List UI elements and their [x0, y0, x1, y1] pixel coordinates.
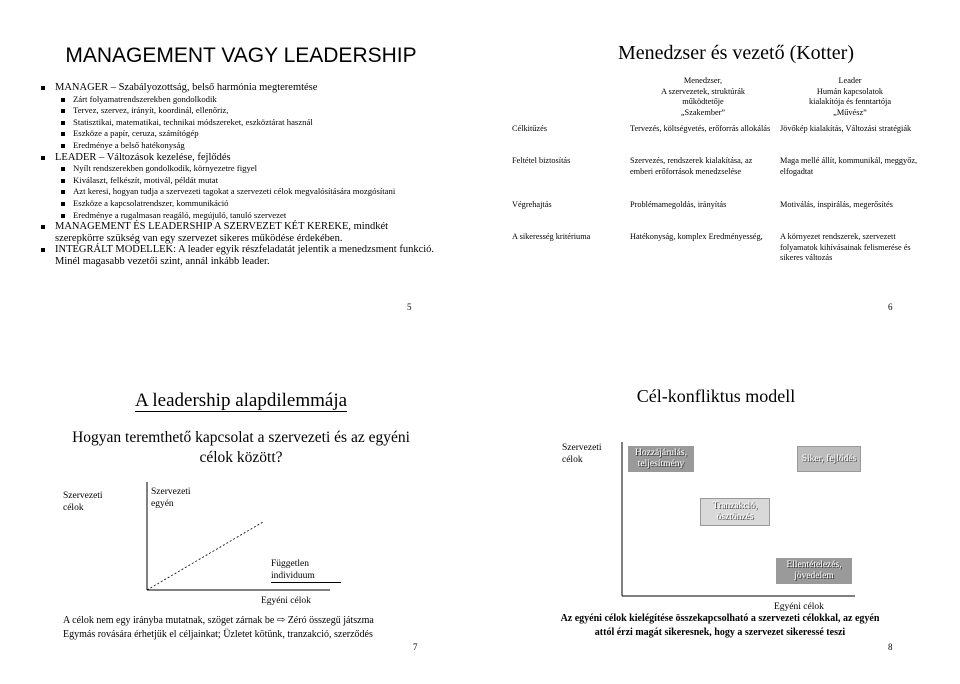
box-tranzakcio: Tranzakció, ösztönzés: [700, 498, 770, 526]
header-line: Humán kapcsolatok: [816, 86, 884, 96]
bullet-list: [35, 82, 435, 268]
header-line: A szervezetek, struktúrák: [660, 86, 746, 96]
page-number: 8: [888, 642, 893, 652]
page-number: 7: [413, 642, 418, 652]
header-manager: [628, 76, 778, 118]
sub-bullet-item: Eszköze a kapcsolatrendszer, kommunikáció: [35, 198, 435, 210]
caption-part: Zéró összegű játszma: [287, 615, 374, 626]
table-row: [510, 118, 922, 156]
cell-manager: Szervezés, rendszerek kialakítása, az emberi erőforrások menedzselése: [630, 156, 753, 176]
page-number: 5: [407, 302, 412, 312]
axis-x-label: Egyéni célok: [774, 602, 824, 612]
axis-y-label: Szervezeti célok: [562, 443, 602, 465]
row-label: Feltétel biztosítás: [512, 156, 571, 165]
slide-leadership-alapdilemmaja: [35, 362, 447, 664]
header-line: Menedzser,: [683, 76, 723, 85]
caption: [63, 614, 423, 642]
axis-x-label: Egyéni célok: [261, 596, 311, 606]
sub-bullet-item: Azt keresi, hogyan tudja a szervezeti tagokat a szervezeti célok megvalósítására mozgósítani: [35, 186, 435, 198]
box-hozzajarulas: Hozzájárulás, teljesítmény: [628, 446, 694, 472]
box-siker: Siker, fejlődés: [797, 446, 861, 472]
bullet-item: LEADER – Változások kezelése, fejlődés: [35, 152, 435, 164]
cell-manager: Tervezés, költségvetés, erőforrás allokálás: [630, 124, 771, 133]
table-row: [510, 232, 922, 264]
sub-bullet-item: Tervez, szervez, irányít, koordinál, ellenőriz,: [35, 105, 435, 117]
sub-bullet-item: Statisztikai, matematikai, technikai módszereket, eszköztárat használ: [35, 117, 435, 129]
bullet-item: INTEGRÁLT MODELLEK: A leader egyik részfeladatát jelentik a menedzsment funkció. Minél magasabb vezetői szint, annál inkább leader.: [35, 244, 435, 267]
slide-title: MANAGEMENT VAGY LEADERSHIP: [65, 44, 417, 67]
slide-management-vagy-leadership: [35, 14, 447, 316]
axis-y-label: Szervezeti célok: [63, 491, 103, 513]
cell-leader: Jövőkép kialakítás, Változási stratégiák: [780, 124, 912, 133]
independent-individual-box: Független individuum: [271, 558, 341, 583]
slide-title: Menedzser és vezető (Kotter): [618, 42, 854, 64]
comparison-table: [510, 76, 922, 264]
sub-bullet-item: Nyílt rendszerekben gondolkodik, környezetre figyel: [35, 163, 435, 175]
header-line: kialakítója és fenntartója: [808, 97, 891, 106]
sub-bullet-item: Eszköze a papír, ceruza, számítógép: [35, 128, 435, 140]
header-line: „Szakember”: [680, 107, 726, 117]
slide-cel-konfliktus-modell: [510, 362, 922, 664]
page-number: 6: [888, 302, 893, 312]
row-label: A sikeresség kritériuma: [512, 232, 591, 241]
sub-bullet-item: Zárt folyamatrendszerekben gondolkodik: [35, 94, 435, 106]
slide-menedzser-es-vezeto: [510, 14, 922, 316]
question-text: Hogyan teremthető kapcsolat a szervezeti és az egyéni célok között?: [72, 429, 410, 466]
bullet-item: MANAGEMENT ÉS LEADERSHIP A SZERVEZET KÉT KEREKE, mindkét szerepkörre szükség van egy szervezet sikeres működése érdekében.: [35, 221, 435, 244]
caption-part: Egymás rovására érhetjük el céljainkat; Üzletet kötünk, tranzakció, szerződés: [63, 629, 373, 640]
cell-leader: A környezet rendszerek, szervezett folyamatok kihívásainak felismerése és sikeres változás: [780, 232, 911, 262]
sub-bullet-item: Eredménye a belső hatékonyság: [35, 140, 435, 152]
table-header-row: [510, 76, 922, 118]
table-row: [510, 200, 922, 232]
org-individual-box: Szervezeti egyén: [151, 487, 191, 509]
box-ellentetelezes: Ellentételezés, jövedelem: [776, 558, 852, 584]
caption-part: A célok nem egy irányba mutatnak, szöget zárnak be: [63, 615, 275, 626]
header-leader: [778, 76, 922, 118]
caption: Az egyéni célok kielégítése összekapcsolható a szervezeti célokkal, az egyén attól érzi magát sikeresnek, hogy a szervezet sikeressé teszi: [560, 613, 880, 638]
row-label: Célkitűzés: [512, 124, 548, 133]
header-line: működtetője: [682, 97, 724, 106]
cell-manager: Hatékonyság, komplex Eredményesség,: [630, 232, 763, 241]
header-line: Leader: [838, 76, 862, 85]
sub-bullet-item: Kiválaszt, felkészít, motivál, példát mutat: [35, 175, 435, 187]
table-row: [510, 156, 922, 200]
slide-title: Cél-konfliktus modell: [636, 386, 796, 406]
title-text: A leadership alapdilemmája: [134, 390, 348, 411]
bullet-item: MANAGER – Szabályozottság, belső harmónia megteremtése: [35, 82, 435, 94]
cell-leader: Motiválás, inspirálás, megerősítés: [780, 200, 893, 209]
cell-manager: Problémamegoldás, irányítás: [630, 200, 727, 209]
arrow-right-icon: ⇨: [276, 615, 286, 626]
cell-leader: Maga mellé állít, kommunikál, meggyőz, elfogadtat: [780, 156, 918, 176]
row-label: Végrehajtás: [512, 200, 552, 209]
header-line: „Művész”: [833, 107, 867, 117]
sub-bullet-item: Eredménye a rugalmasan reagáló, megújuló, tanuló szervezet: [35, 210, 435, 222]
